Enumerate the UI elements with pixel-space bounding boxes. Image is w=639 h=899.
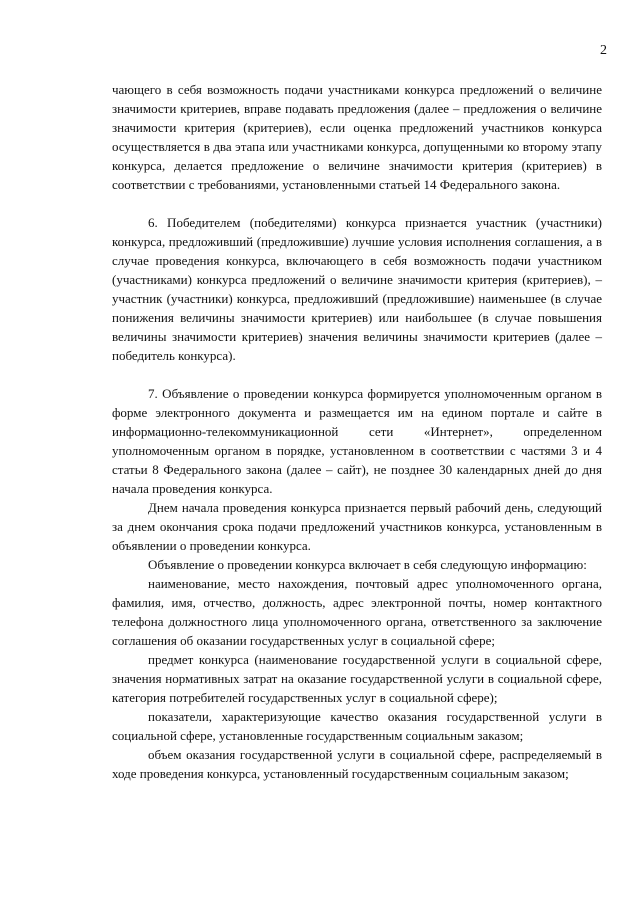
paragraph-announcement-contents: Объявление о проведении конкурса включает в себя следующую информацию: — [148, 557, 587, 572]
page-number: 2 — [600, 43, 607, 58]
list-item-service-volume: объем оказания государственной услуги в социальной сфере, распределяемый в ходе проведения конкурса, установленный государственным социальным заказом; — [112, 747, 602, 781]
document-body — [112, 80, 602, 783]
paragraph-item-7: 7. Объявление о проведении конкурса формируется уполномоченным органом в форме электронного документа и размещается им на едином портале и сайте в информационно-телекоммуникационной сети «Интернет», определенном уполномоченным органом в порядке, установленном в соответствии с частями 3 и 4 статьи 8 Федерального закона (далее – сайт), не позднее 30 календарных дней до дня начала проведения конкурса. — [112, 386, 602, 496]
paragraph-continuation: чающего в себя возможность подачи участниками конкурса предложений о величине значимости критериев, вправе подавать предложения (далее – предложения о величине значимости критерия (критериев), если оценка предложений участников конкурса осуществляется в два этапа или участниками конкурса, допущенными ко второму этапу конкурса, делается предложение о величине значимости критерия (критериев) в соответствии с требованиями, установленными статьей 14 Федерального закона. — [112, 82, 602, 192]
paragraph-item-6: 6. Победителем (победителями) конкурса признается участник (участники) конкурса, предложивший (предложившие) лучшие условия исполнения соглашения, а в случае проведения конкурса, включающего в себя возможность подачи участником (участниками) конкурса предложений о величине значимости критерия (критериев), – участник (участники) конкурса, предложивший (предложившие) наименьшее (в случае понижения величины значимости критериев) или наибольшее (в случае повышения величины значимости критериев) значения величины значимости критериев (далее – победитель конкурса). — [112, 215, 602, 363]
list-item-organ-details: наименование, место нахождения, почтовый адрес уполномоченного органа, фамилия, имя, отчество, должность, адрес электронной почты, номер контактного телефона должностного лица уполномоченного органа, ответственного за заключение соглашения об оказании государственных услуг в социальной сфере; — [112, 576, 602, 648]
list-item-quality-indicators: показатели, характеризующие качество оказания государственной услуги в социальной сфере, установленные государственным социальным заказом; — [112, 709, 602, 743]
list-item-subject: предмет конкурса (наименование государственной услуги в социальной сфере, значения нормативных затрат на оказание государственной услуги в социальной сфере, категория потребителей государственных услуг в социальной сфере); — [112, 652, 602, 705]
paragraph-start-date: Днем начала проведения конкурса признается первый рабочий день, следующий за днем окончания срока подачи предложений участников конкурса, установленным в объявлении о проведении конкурса. — [112, 500, 602, 553]
